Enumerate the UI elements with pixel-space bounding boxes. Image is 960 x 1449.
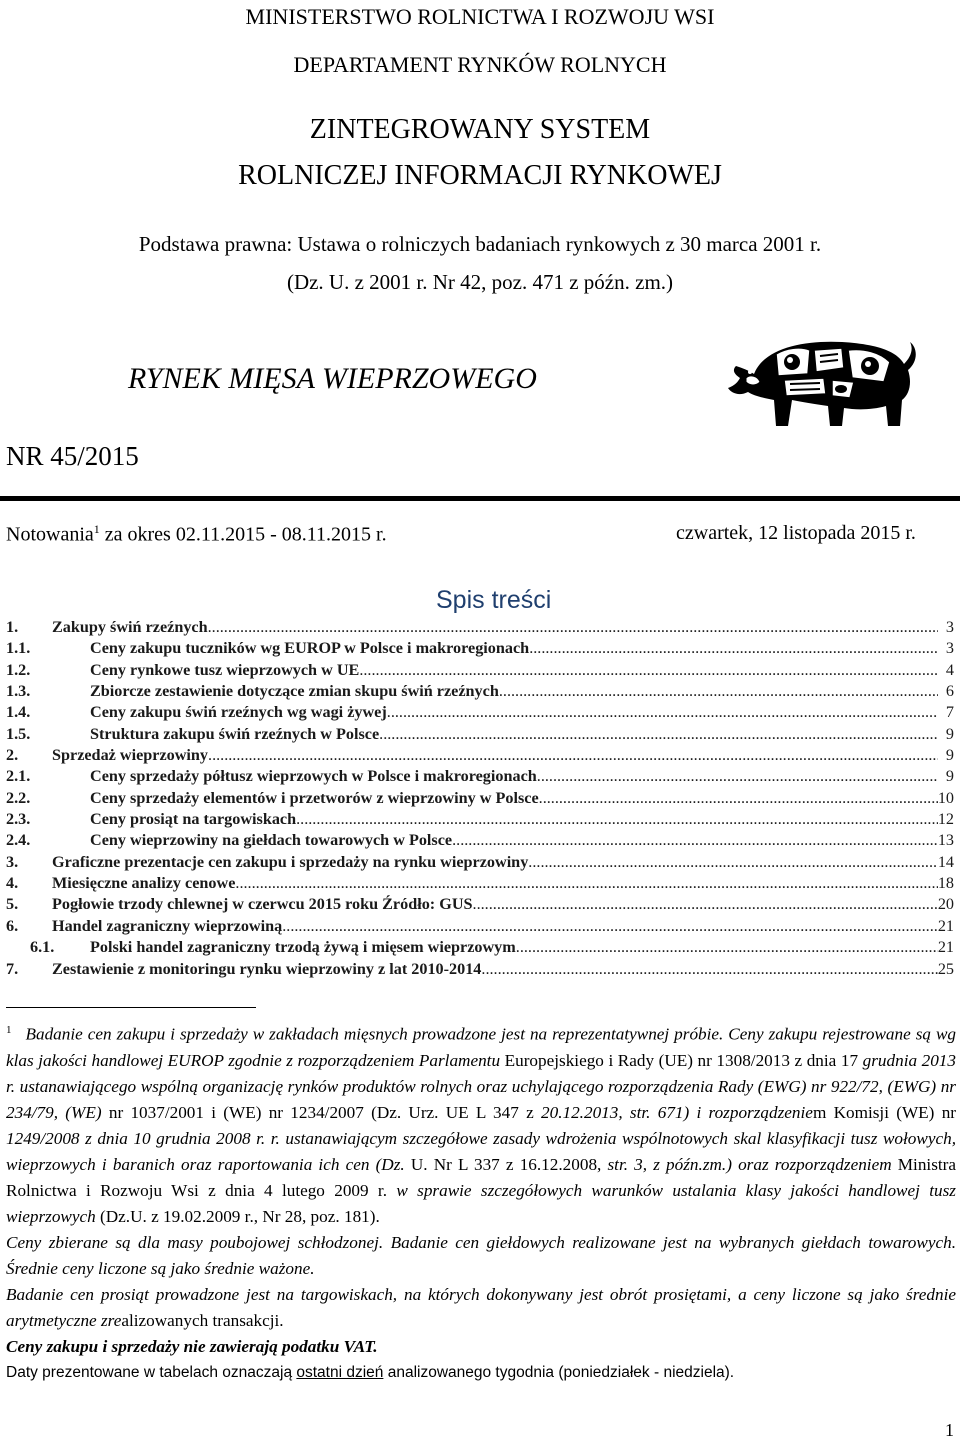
toc-leader-dots bbox=[387, 702, 938, 723]
toc-entry[interactable] bbox=[6, 617, 954, 638]
toc-entry-number: 5. bbox=[6, 895, 19, 914]
footnote-ref[interactable]: 1 bbox=[93, 522, 100, 536]
toc-entry-number: 1.4. bbox=[6, 703, 31, 722]
toc-entry-title: Handel zagraniczny wieprzowiną bbox=[52, 916, 283, 935]
toc-entry-number: 3. bbox=[6, 852, 19, 871]
toc-entry-title: Ceny sprzedaży półtusz wieprzowych w Polsce i makroregionach bbox=[90, 767, 537, 786]
toc-entry-page: 4 bbox=[945, 660, 954, 679]
toc-entry-page: 25 bbox=[937, 959, 954, 978]
toc-entry-title: Ceny prosiąt na targowiskach bbox=[90, 810, 297, 829]
toc-entry-page: 3 bbox=[945, 639, 954, 658]
toc-leader-dots bbox=[473, 894, 938, 915]
footnote-divider bbox=[6, 1007, 256, 1008]
pig-cuts-icon bbox=[724, 334, 920, 434]
toc-entry-title: Zestawienie z monitoringu rynku wieprzowiny z lat 2010-2014 bbox=[52, 959, 482, 978]
toc-entry-number: 6. bbox=[6, 916, 19, 935]
department-name: DEPARTAMENT RYNKÓW ROLNYCH bbox=[293, 52, 667, 77]
toc-leader-dots bbox=[539, 788, 938, 809]
toc-entry-title: Ceny sprzedaży elementów i przetworów z wieprzowiny w Polsce bbox=[90, 788, 539, 807]
page-number: 1 bbox=[945, 1420, 954, 1440]
toc-entry-title: Zbiorcze zestawienie dotyczące zmian skupu świń rzeźnych bbox=[90, 682, 499, 701]
toc-entry-page: 21 bbox=[937, 938, 954, 957]
toc-entry-page: 12 bbox=[937, 810, 954, 829]
report-title: RYNEK MIĘSA WIEPRZOWEGO bbox=[128, 362, 537, 395]
toc-entry[interactable] bbox=[6, 894, 954, 915]
footnote-mark: 1 bbox=[6, 1024, 12, 1036]
toc-entry[interactable] bbox=[6, 745, 954, 766]
toc-leader-dots bbox=[529, 638, 938, 659]
toc-entry-number: 1.5. bbox=[6, 724, 31, 743]
toc-entry-title: Ceny rynkowe tusz wieprzowych w UE bbox=[90, 660, 360, 679]
toc-leader-dots bbox=[235, 873, 937, 894]
toc-entry-page: 20 bbox=[937, 895, 954, 914]
toc-entry-number: 1.1. bbox=[6, 639, 31, 658]
toc-entry[interactable] bbox=[6, 873, 954, 894]
toc-entry-page: 9 bbox=[945, 724, 954, 743]
publication-date: czwartek, 12 listopada 2015 r. bbox=[676, 522, 916, 544]
toc-entry-number: 2.4. bbox=[6, 831, 31, 850]
toc-entry-title: Polski handel zagraniczny trzodą żywą i mięsem wieprzowym bbox=[90, 938, 516, 957]
toc-entry-page: 13 bbox=[937, 831, 954, 850]
toc-entry-page: 18 bbox=[937, 874, 954, 893]
toc-entry-page: 9 bbox=[945, 746, 954, 765]
period-label: Notowania bbox=[6, 523, 94, 546]
toc-entry-title: Ceny zakupu świń rzeźnych wg wagi żywej bbox=[90, 703, 387, 722]
toc-entry-page: 3 bbox=[945, 618, 954, 636]
toc-leader-dots bbox=[208, 745, 938, 766]
footnote-paragraph-1: $^1$ Badanie cen zakupu i sprzedaży w zakładach mięsnych prowadzone jest na reprezentatywnej próbie. Ceny zakupu rejestrowane są wg klas jakości handlowej EUROP zgodnie z rozporządzeniem Parlamentu Europejskiego i Rady (UE) nr 1308/2013 z dnia 17 grudnia 2013 r. ustanawiającego wspólną organizację rynków produktów rolnych oraz uchylającego rozporządzenia Rady (EWG) nr 922/72, (EWG) nr 234/79, (WE) nr 1037/2001 i (WE) nr 1234/2007 (Dz. Urz. UE L 347 z 20.12.2013, str. 671) i rozporządzeniem Komisji (WE) nr 1249/2008 z dnia 10 grudnia 2008 r. r. ustanawiającym szczegółowe zasady wdrożenia wspólnotowych skal klasyfikacji tusz wołowych, wieprzowych i baranich oraz raportowania ich cen (Dz. U. Nr L 337 z 16.12.2008, str. 3, z późn.zm.) oraz rozporządzeniem Ministra Rolnictwa i Rozwoju Wsi z dnia 4 lutego 2009 r. w sprawie szczegółowych warunków ustalania klasy jakości handlowej tusz wieprzowych (Dz.U. z 19.02.2009 r., Nr 28, poz. 181). bbox=[6, 1024, 957, 1226]
toc-entry-number: 2. bbox=[6, 746, 19, 765]
toc-entry[interactable] bbox=[6, 830, 954, 851]
toc-entry-title: Miesięczne analizy cenowe bbox=[52, 874, 236, 893]
header-divider bbox=[0, 496, 960, 501]
toc-entry-number: 4. bbox=[6, 874, 19, 893]
toc-leader-dots bbox=[499, 681, 938, 702]
vat-note: Ceny zakupu i sprzedaży nie zawierają podatku VAT. bbox=[6, 1336, 378, 1356]
toc-title: Spis treści bbox=[436, 586, 552, 614]
toc-entry[interactable] bbox=[6, 702, 954, 723]
toc-leader-dots bbox=[516, 937, 938, 958]
footnote bbox=[6, 1017, 956, 1386]
toc-entry-number: 6.1. bbox=[30, 938, 55, 957]
toc-leader-dots bbox=[296, 809, 938, 830]
toc-entry[interactable] bbox=[6, 809, 954, 830]
toc-entry-number: 1. bbox=[6, 618, 19, 636]
toc-entry[interactable] bbox=[6, 788, 954, 809]
toc-entry-title: Sprzedaż wieprzowiny bbox=[52, 746, 209, 765]
system-title-line1: ZINTEGROWANY SYSTEM bbox=[309, 114, 651, 145]
toc-leader-dots bbox=[537, 766, 938, 787]
toc-leader-dots bbox=[359, 660, 938, 681]
toc-entry-page: 7 bbox=[945, 703, 954, 722]
reporting-period bbox=[6, 522, 387, 547]
ministry-name: MINISTERSTWO ROLNICTWA I ROZWOJU WSI bbox=[245, 4, 715, 29]
toc-entry-page: 6 bbox=[945, 682, 954, 701]
toc-leader-dots bbox=[282, 916, 938, 937]
dates-note: Daty prezentowane w tabelach oznaczają ostatni dzień analizowanego tygodnia (poniedziałek - niedziela). bbox=[6, 1363, 735, 1381]
toc-leader-dots bbox=[208, 617, 938, 638]
footnote-paragraph-3: Badanie cen prosiąt prowadzone jest na targowiskach, na których dokonywany jest obrót prosiętami, a ceny liczone są jako średnie arytmetyczne zrealizowanych transakcji. bbox=[6, 1284, 956, 1330]
toc-entry-page: 21 bbox=[937, 916, 954, 935]
legal-basis-line2: (Dz. U. z 2001 r. Nr 42, poz. 471 z późn. zm.) bbox=[286, 270, 674, 294]
toc-entry[interactable] bbox=[6, 724, 954, 745]
toc-entry-number: 1.3. bbox=[6, 682, 31, 701]
toc-entry-page: 14 bbox=[937, 852, 954, 871]
legal-basis-line1: Podstawa prawna: Ustawa o rolniczych badaniach rynkowych z 30 marca 2001 r. bbox=[138, 232, 822, 256]
toc-entry-page: 9 bbox=[945, 767, 954, 786]
toc-leader-dots bbox=[481, 959, 937, 980]
toc-entry-title: Struktura zakupu świń rzeźnych w Polsce bbox=[90, 724, 380, 743]
report-number: NR 45/2015 bbox=[6, 441, 139, 471]
toc-entry-page: 10 bbox=[937, 788, 954, 807]
toc-leader-dots bbox=[528, 852, 938, 873]
toc-entry-title: Ceny wieprzowiny na giełdach towarowych w Polsce bbox=[90, 831, 453, 850]
toc-entry[interactable] bbox=[6, 852, 954, 873]
toc-entry-number: 2.3. bbox=[6, 810, 31, 829]
system-title-line2: ROLNICZEJ INFORMACJI RYNKOWEJ bbox=[238, 160, 722, 191]
toc-entry[interactable] bbox=[6, 937, 954, 958]
toc-entry-title: Pogłowie trzody chlewnej w czerwcu 2015 roku Źródło: GUS bbox=[52, 895, 473, 914]
toc-entry[interactable] bbox=[6, 959, 954, 980]
toc-entry-number: 7. bbox=[6, 959, 19, 978]
toc-entry-number: 2.2. bbox=[6, 788, 31, 807]
toc-leader-dots bbox=[452, 830, 938, 851]
toc-entry-title: Graficzne prezentacje cen zakupu i sprzedaży na rynku wieprzowiny bbox=[52, 852, 529, 871]
toc-entry[interactable] bbox=[6, 638, 954, 659]
toc-entry-number: 1.2. bbox=[6, 660, 31, 679]
toc-entry-number: 2.1. bbox=[6, 767, 31, 786]
period-range: za okres 02.11.2015 - 08.11.2015 r. bbox=[104, 523, 387, 546]
toc-entry[interactable] bbox=[6, 681, 954, 702]
footnote-paragraph-2: Ceny zbierane są dla masy poubojowej schłodzonej. Badanie cen giełdowych realizowane jest na wybranych giełdach towarowych. Średnie ceny liczone są jako średnie ważone. bbox=[6, 1232, 956, 1278]
toc-entry-title: Ceny zakupu tuczników wg EUROP w Polsce i makroregionach bbox=[90, 639, 530, 658]
toc-entry-title: Zakupy świń rzeźnych bbox=[52, 618, 208, 636]
toc-entry[interactable] bbox=[6, 766, 954, 787]
toc-entry[interactable] bbox=[6, 660, 954, 681]
toc-entry[interactable] bbox=[6, 916, 954, 937]
table-of-contents bbox=[6, 617, 954, 980]
toc-leader-dots bbox=[379, 724, 938, 745]
